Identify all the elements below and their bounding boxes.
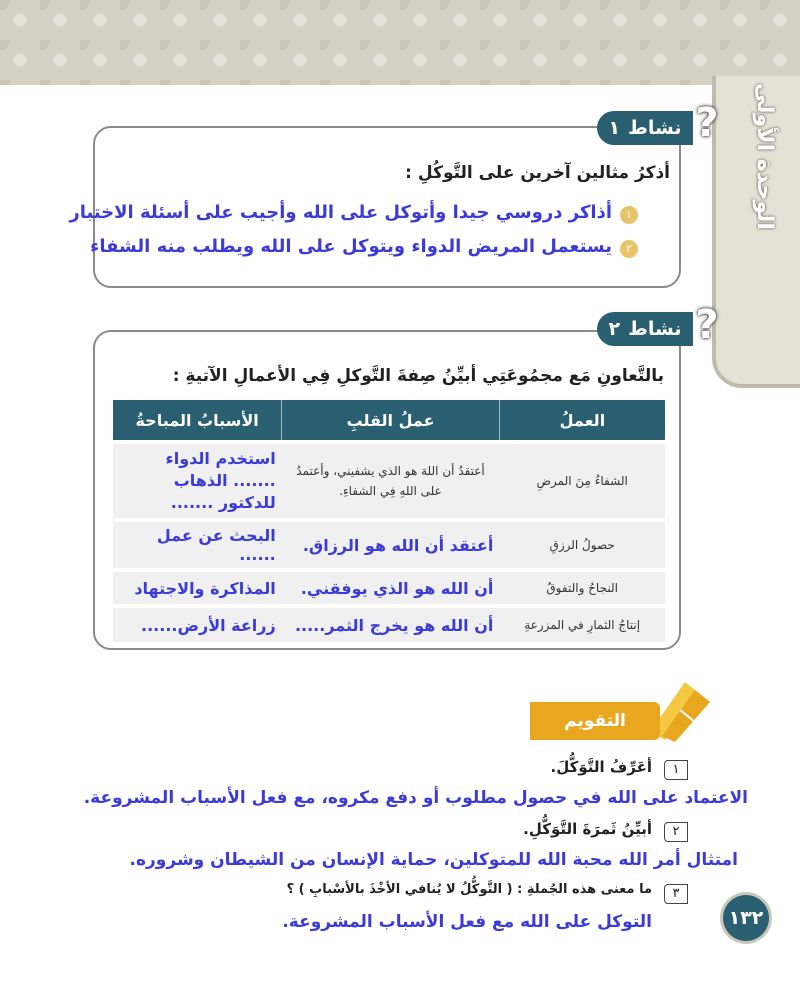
header-work: العملُ [499, 400, 665, 442]
activity1-answer-1: أذاكر دروسي جيدا وأتوكل على الله وأجيب على أسئلة الاختبار [69, 202, 612, 223]
eval-number-3: ٣ [664, 884, 688, 904]
item-number-icon: ٢ [620, 240, 638, 258]
activity2-badge-word: نشاط [628, 318, 682, 340]
table-row [113, 442, 665, 520]
activity1-question: أذكرُ مثالين آخرين على التَّوكُلِ : [405, 163, 670, 183]
eval-question-2: أبيِّنُ ثَمرَةَ التَّوَكُّلِ. [523, 820, 652, 838]
eval-answer-3: التوكل على الله مع فعل الأسباب المشروعة. [282, 912, 652, 932]
activity2-question: بالتَّعاونِ مَع مجمُوعَتِي أبيِّنُ صِفةَ التَّوكلِ فِي الأعمالِ الآتيةِ : [172, 366, 664, 386]
page-number: ١٣٢ [723, 895, 769, 941]
activities-table [113, 400, 665, 642]
eval-answer-2: امتثال أمر الله محبة الله للمتوكلين، حماية الإنسان من الشيطان وشروره. [129, 850, 738, 870]
eval-number-2: ٢ [664, 822, 688, 842]
row-causes: المذاكرة والاجتهاد [113, 570, 282, 606]
table-row [113, 570, 665, 606]
activity2-badge [597, 312, 693, 346]
table-row [113, 606, 665, 642]
row-work: النجاحُ والتفوقُ [499, 570, 665, 606]
eval-answer-1: الاعتماد على الله في حصول مطلوب أو دفع مكروه، مع فعل الأسباب المشروعة. [83, 788, 748, 808]
activity1-badge-num: ١ [608, 117, 621, 139]
header-heart: عملُ القلبِ [282, 400, 500, 442]
table-header-row [113, 400, 665, 442]
question-mark-icon: ? [695, 302, 719, 348]
eval-question-3: ما معنى هذه الجُملةِ : ( التَّوكُّلُ لا يُنافي الأخْذَ بالأسْبابِ ) ؟ [286, 882, 652, 897]
question-mark-icon: ? [695, 100, 719, 146]
item-number-icon: ١ [620, 206, 638, 224]
row-causes: زراعة الأرض...... [113, 606, 282, 642]
header-causes: الأسبابُ المباحةُ [113, 400, 282, 442]
activity2-badge-num: ٢ [608, 318, 621, 340]
activity1-badge-word: نشاط [628, 117, 682, 139]
unit-label: الوحدة الأولى [752, 83, 777, 230]
decorative-header-band [0, 0, 800, 85]
row-heart: أعتقدُ أن اللهَ هو الذي يشفيني، وأعتمدُ على اللهِ فِي الشفاءِ. [282, 442, 500, 520]
evaluation-banner: التقويم [530, 702, 660, 740]
row-causes: استخدم الدواء ....... الذهاب للدكتور ....... [113, 442, 282, 520]
eval-question-1: أعَرِّفُ التَّوَكُّلَ. [550, 758, 652, 776]
row-causes: البحث عن عمل ...... [113, 520, 282, 570]
activity1-answer-2: يستعمل المريض الدواء ويتوكل على الله ويطلب منه الشفاء [90, 236, 612, 257]
row-heart: أن الله هو الذي يوفقني. [282, 570, 500, 606]
row-heart: أعتقد أن الله هو الرزاق. [282, 520, 500, 570]
row-work: الشفاءُ مِنَ المرضِ [499, 442, 665, 520]
row-work: حصولُ الرزقِ [499, 520, 665, 570]
row-heart: أن الله هو يخرج الثمر..... [282, 606, 500, 642]
row-work: إنتاجُ الثمارِ في المزرعةِ [499, 606, 665, 642]
table-row [113, 520, 665, 570]
activity1-badge [597, 111, 693, 145]
eval-number-1: ١ [664, 760, 688, 780]
